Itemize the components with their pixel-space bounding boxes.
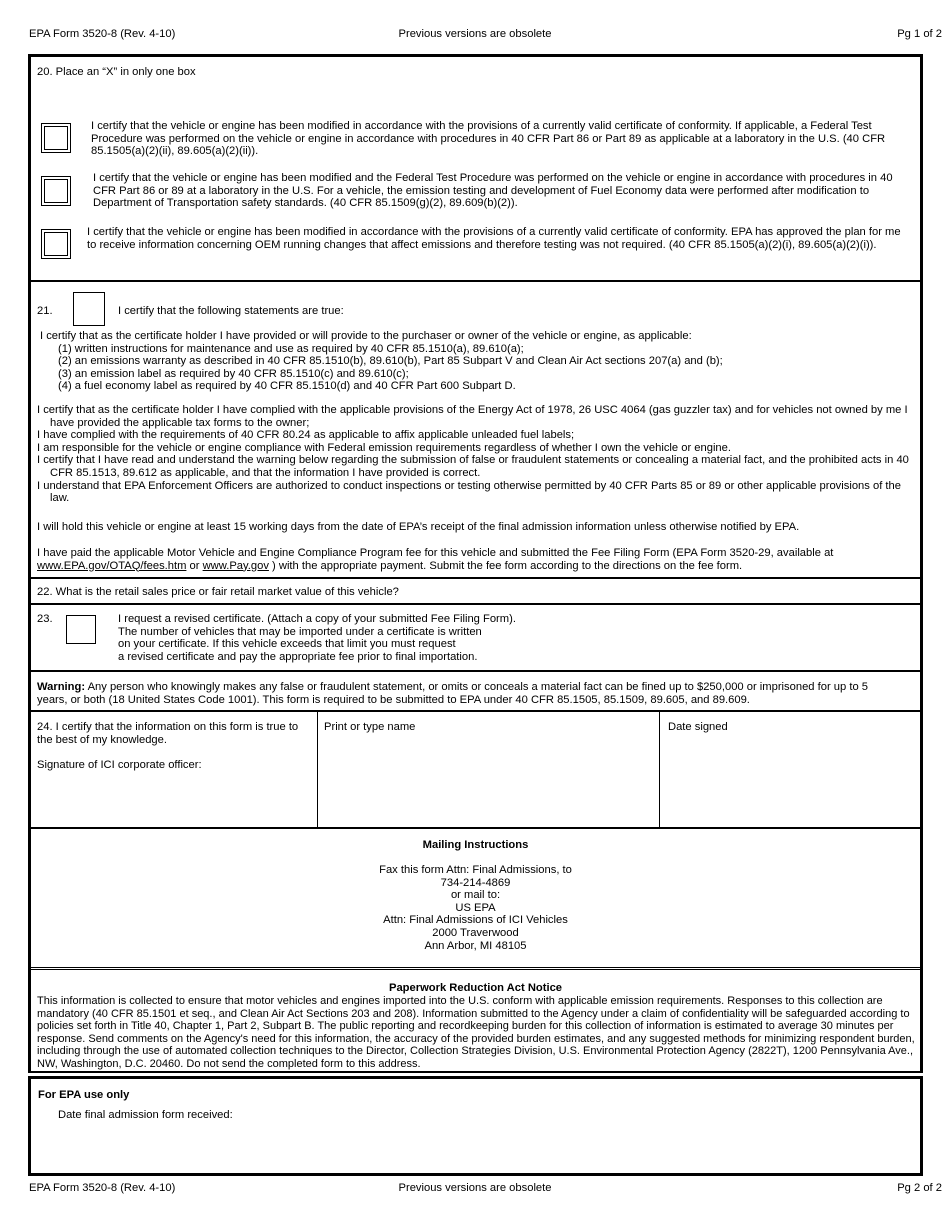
mailing-line-6: 2000 Traverwood	[432, 926, 519, 939]
print-name-cell[interactable]	[318, 712, 660, 827]
q21-number: 21.	[37, 305, 53, 317]
signature-label: Signature of ICI corporate officer:	[37, 759, 202, 771]
mailing-line-3: or mail to:	[450, 889, 501, 902]
mailing-title: Mailing Instructions	[422, 839, 529, 851]
paperwork-title: Paperwork Reduction Act Notice	[388, 982, 563, 994]
q21-statement-5: I understand that EPA Enforcement Officers are authorized to conduct inspections or testing otherwise permitted by 40 CFR Parts 85 or 89 or other applicable provisions of the law.	[37, 479, 901, 505]
q21-title: I certify that the following statements are true:	[118, 305, 344, 317]
mailing-line-7: Ann Arbor, MI 48105	[424, 939, 527, 952]
epa-fees-link[interactable]: www.EPA.gov/OTAQ/fees.htm	[37, 559, 187, 572]
q21-statement-1: I certify that as the certificate holder I have complied with the applicable provisions of the Energy Act of 1978, 26 USC 4064 (gas guzzler tax) and for vehicles not owned by me I have provided the applicable tax forms to the owner;	[37, 404, 908, 429]
q21-item-3: (3) an emission label as required by 40 CFR 85.1510(c) and 89.610(c);	[58, 367, 409, 380]
q21-fee-statement	[37, 547, 911, 572]
print-name-label: Print or type name	[324, 721, 416, 733]
q20-option-3-checkbox[interactable]	[41, 229, 71, 259]
obsolete-notice: Previous versions are obsolete	[398, 28, 552, 40]
section-24	[31, 712, 920, 829]
q20-option-3-text: I certify that the vehicle or engine has been modified in accordance with the provisions of a currently valid certificate of conformity. EPA has approved the plan for me to receive information concerning OEM running changes that affect emissions and therefore testing was not required. (40 CFR 85.1505(a)(2)(i), 89.605(a)(2)(i)).	[87, 226, 901, 251]
q21-item-2: (2) an emissions warranty as described in 40 CFR 85.1510(b), 89.610(b), Part 85 Subpart V and Clean Air Act sections 207(a) and (b);	[58, 355, 723, 368]
q21-statement-2: I have complied with the requirements of 40 CFR 80.24 as applicable to affix applicable unleaded fuel labels;	[37, 429, 575, 442]
warning-section	[31, 672, 920, 712]
q23-number: 23.	[37, 613, 53, 625]
q22-label: 22. What is the retail sales price or fair retail market value of this vehicle?	[37, 586, 399, 598]
q21-fee-text-b: ) with the appropriate payment. Submit the fee form according to the directions on the fee form.	[272, 559, 743, 572]
paperwork-text: This information is collected to ensure that motor vehicles and engines imported into the U.S. conform with applicable emission requirements. Responses to this collection are mandatory (40 CFR 85.1501 et seq., and Clean Air Act Sections 203 and 208). Information submitted to the Agency under a claim of confidentiality will be safeguarded according to policies set forth in Title 40, Chapter 1, Part 2, Subpart B. The public reporting and recordkeeping burden for this collection of information is estimated to average 30 minutes per response. Send comments on the Agency's need for this information, the accuracy of the provided burden estimates, and any suggested methods for minimizing respondent burden, including through the use of automated collection techniques to the Director, Collection Strategies Division, U.S. Environmental Protection Agency (2822T), 1200 Pennsylvania Ave., NW, Washington, D.C. 20460. Do not send the completed form to this address.	[37, 995, 915, 1070]
warning-label: Warning:	[37, 681, 86, 693]
form-id: EPA Form 3520-8 (Rev. 4-10)	[29, 28, 176, 40]
epa-use-section	[28, 1076, 923, 1176]
q23-text	[118, 613, 678, 663]
signature-cell[interactable]	[31, 712, 318, 827]
q20-title: 20. Place an “X” in only one box	[37, 66, 196, 78]
paperwork-section	[31, 973, 920, 1071]
q21-item-4: (4) a fuel economy label as required by 40 CFR 85.1510(d) and 40 CFR Part 600 Subpart D.	[58, 380, 516, 393]
q20-option-1-text: I certify that the vehicle or engine has been modified in accordance with the provisions of a currently valid certificate of conformity. If applicable, a Federal Test Procedure was performed on the vehicle or engine in accordance with procedures in 40 CFR Part 86 or Part 89 as applicable at a laboratory in the U.S. (40 CFR 85.1505(a)(2)(ii), 89.605(a)(2)(ii)).	[91, 120, 886, 158]
fax-number: 734-214-4869	[440, 876, 511, 889]
q21-statement-3: I am responsible for the vehicle or engine compliance with Federal emission requirements regardless of whether I own the vehicle or engine.	[37, 441, 731, 454]
q21-checkbox[interactable]	[73, 292, 105, 326]
footer-form-id: EPA Form 3520-8 (Rev. 4-10)	[29, 1182, 176, 1194]
epa-use-title: For EPA use only	[38, 1089, 130, 1101]
section-20	[31, 57, 920, 282]
footer-page-number: Pg 2 of 2	[897, 1182, 942, 1194]
section-23	[31, 605, 920, 672]
footer-obsolete-notice: Previous versions are obsolete	[398, 1182, 552, 1194]
mailing-section	[31, 829, 920, 970]
q23-checkbox[interactable]	[66, 615, 96, 644]
date-received-label: Date final admission form received:	[58, 1109, 233, 1121]
section-21	[31, 282, 920, 579]
page-header	[0, 28, 950, 44]
q20-option-2-text: I certify that the vehicle or engine has been modified and the Federal Test Procedure was performed on the vehicle or engine in accordance with procedures in 40 CFR Part 86 or 89 at a laboratory in the U.S. For a vehicle, the emission testing and development of Fuel Economy data were performed after modification to Department of Transportation safety standards. (40 CFR 85.1509(g)(2), 89.609(b)(2)).	[93, 172, 893, 210]
q20-option-1-checkbox[interactable]	[41, 123, 71, 153]
section-22	[31, 579, 920, 605]
q23-line-3: on your certificate. If this vehicle exceeds that limit you must request	[118, 638, 456, 651]
q23-line-1: I request a revised certificate. (Attach a copy of your submitted Fee Filing Form).	[118, 613, 516, 625]
date-signed-cell[interactable]	[660, 712, 918, 827]
warning-notice	[37, 681, 887, 706]
q21-hold-statement: I will hold this vehicle or engine at least 15 working days from the date of EPA’s receipt of the final admission information unless otherwise notified by EPA.	[37, 521, 800, 533]
mailing-line-5: Attn: Final Admissions of ICI Vehicles	[383, 914, 568, 927]
form-body	[28, 54, 923, 1073]
mailing-line-1: Fax this form Attn: Final Admissions, to	[379, 864, 572, 876]
mailing-address	[31, 864, 920, 952]
q23-line-2: The number of vehicles that may be imported under a certificate is written	[118, 625, 482, 638]
retail-value-field[interactable]	[441, 581, 911, 601]
q21-intro: I certify that as the certificate holder I have provided or will provide to the purchaser or owner of the vehicle or engine, as applicable:	[40, 330, 692, 342]
pay-gov-link[interactable]: www.Pay.gov	[202, 559, 269, 572]
warning-text: Any person who knowingly makes any false or fraudulent statement, or omits or conceals a material fact can be fined up to $250,000 or imprisoned for up to 5 years, or both (18 United States Code 1001). This form is required to be submitted to EPA under 40 CFR 85.1505, 85.1509, 89.605, and 89.609.	[37, 681, 869, 706]
q21-statements	[37, 404, 911, 505]
q21-item-1: (1) written instructions for maintenance and use as required by 40 CFR 85.1510(a), 89.610(a);	[58, 342, 524, 355]
q21-statement-4: I certify that I have read and understand the warning below regarding the submission of false or fraudulent statements or concealing a material fact, and the prohibited acts in 40 CFR 85.1513, 89.612 as applicable, and that the information I have provided is correct.	[37, 454, 909, 479]
mailing-line-4: US EPA	[455, 901, 496, 914]
date-signed-label: Date signed	[668, 721, 728, 733]
q20-option-2-checkbox[interactable]	[41, 176, 71, 206]
q21-fee-or: or	[189, 559, 200, 572]
q23-line-4: a revised certificate and pay the appropriate fee prior to final importation.	[118, 650, 478, 663]
q21-provided-list	[40, 330, 910, 393]
q24-certify: 24. I certify that the information on this form is true to the best of my knowledge.	[37, 721, 299, 746]
q21-fee-text-a: I have paid the applicable Motor Vehicle and Engine Compliance Program fee for this vehicle and submitted the Fee Filing Form (EPA Form 3520-29, available at	[37, 547, 834, 559]
page-footer	[0, 1182, 950, 1198]
page-number: Pg 1 of 2	[897, 28, 942, 40]
